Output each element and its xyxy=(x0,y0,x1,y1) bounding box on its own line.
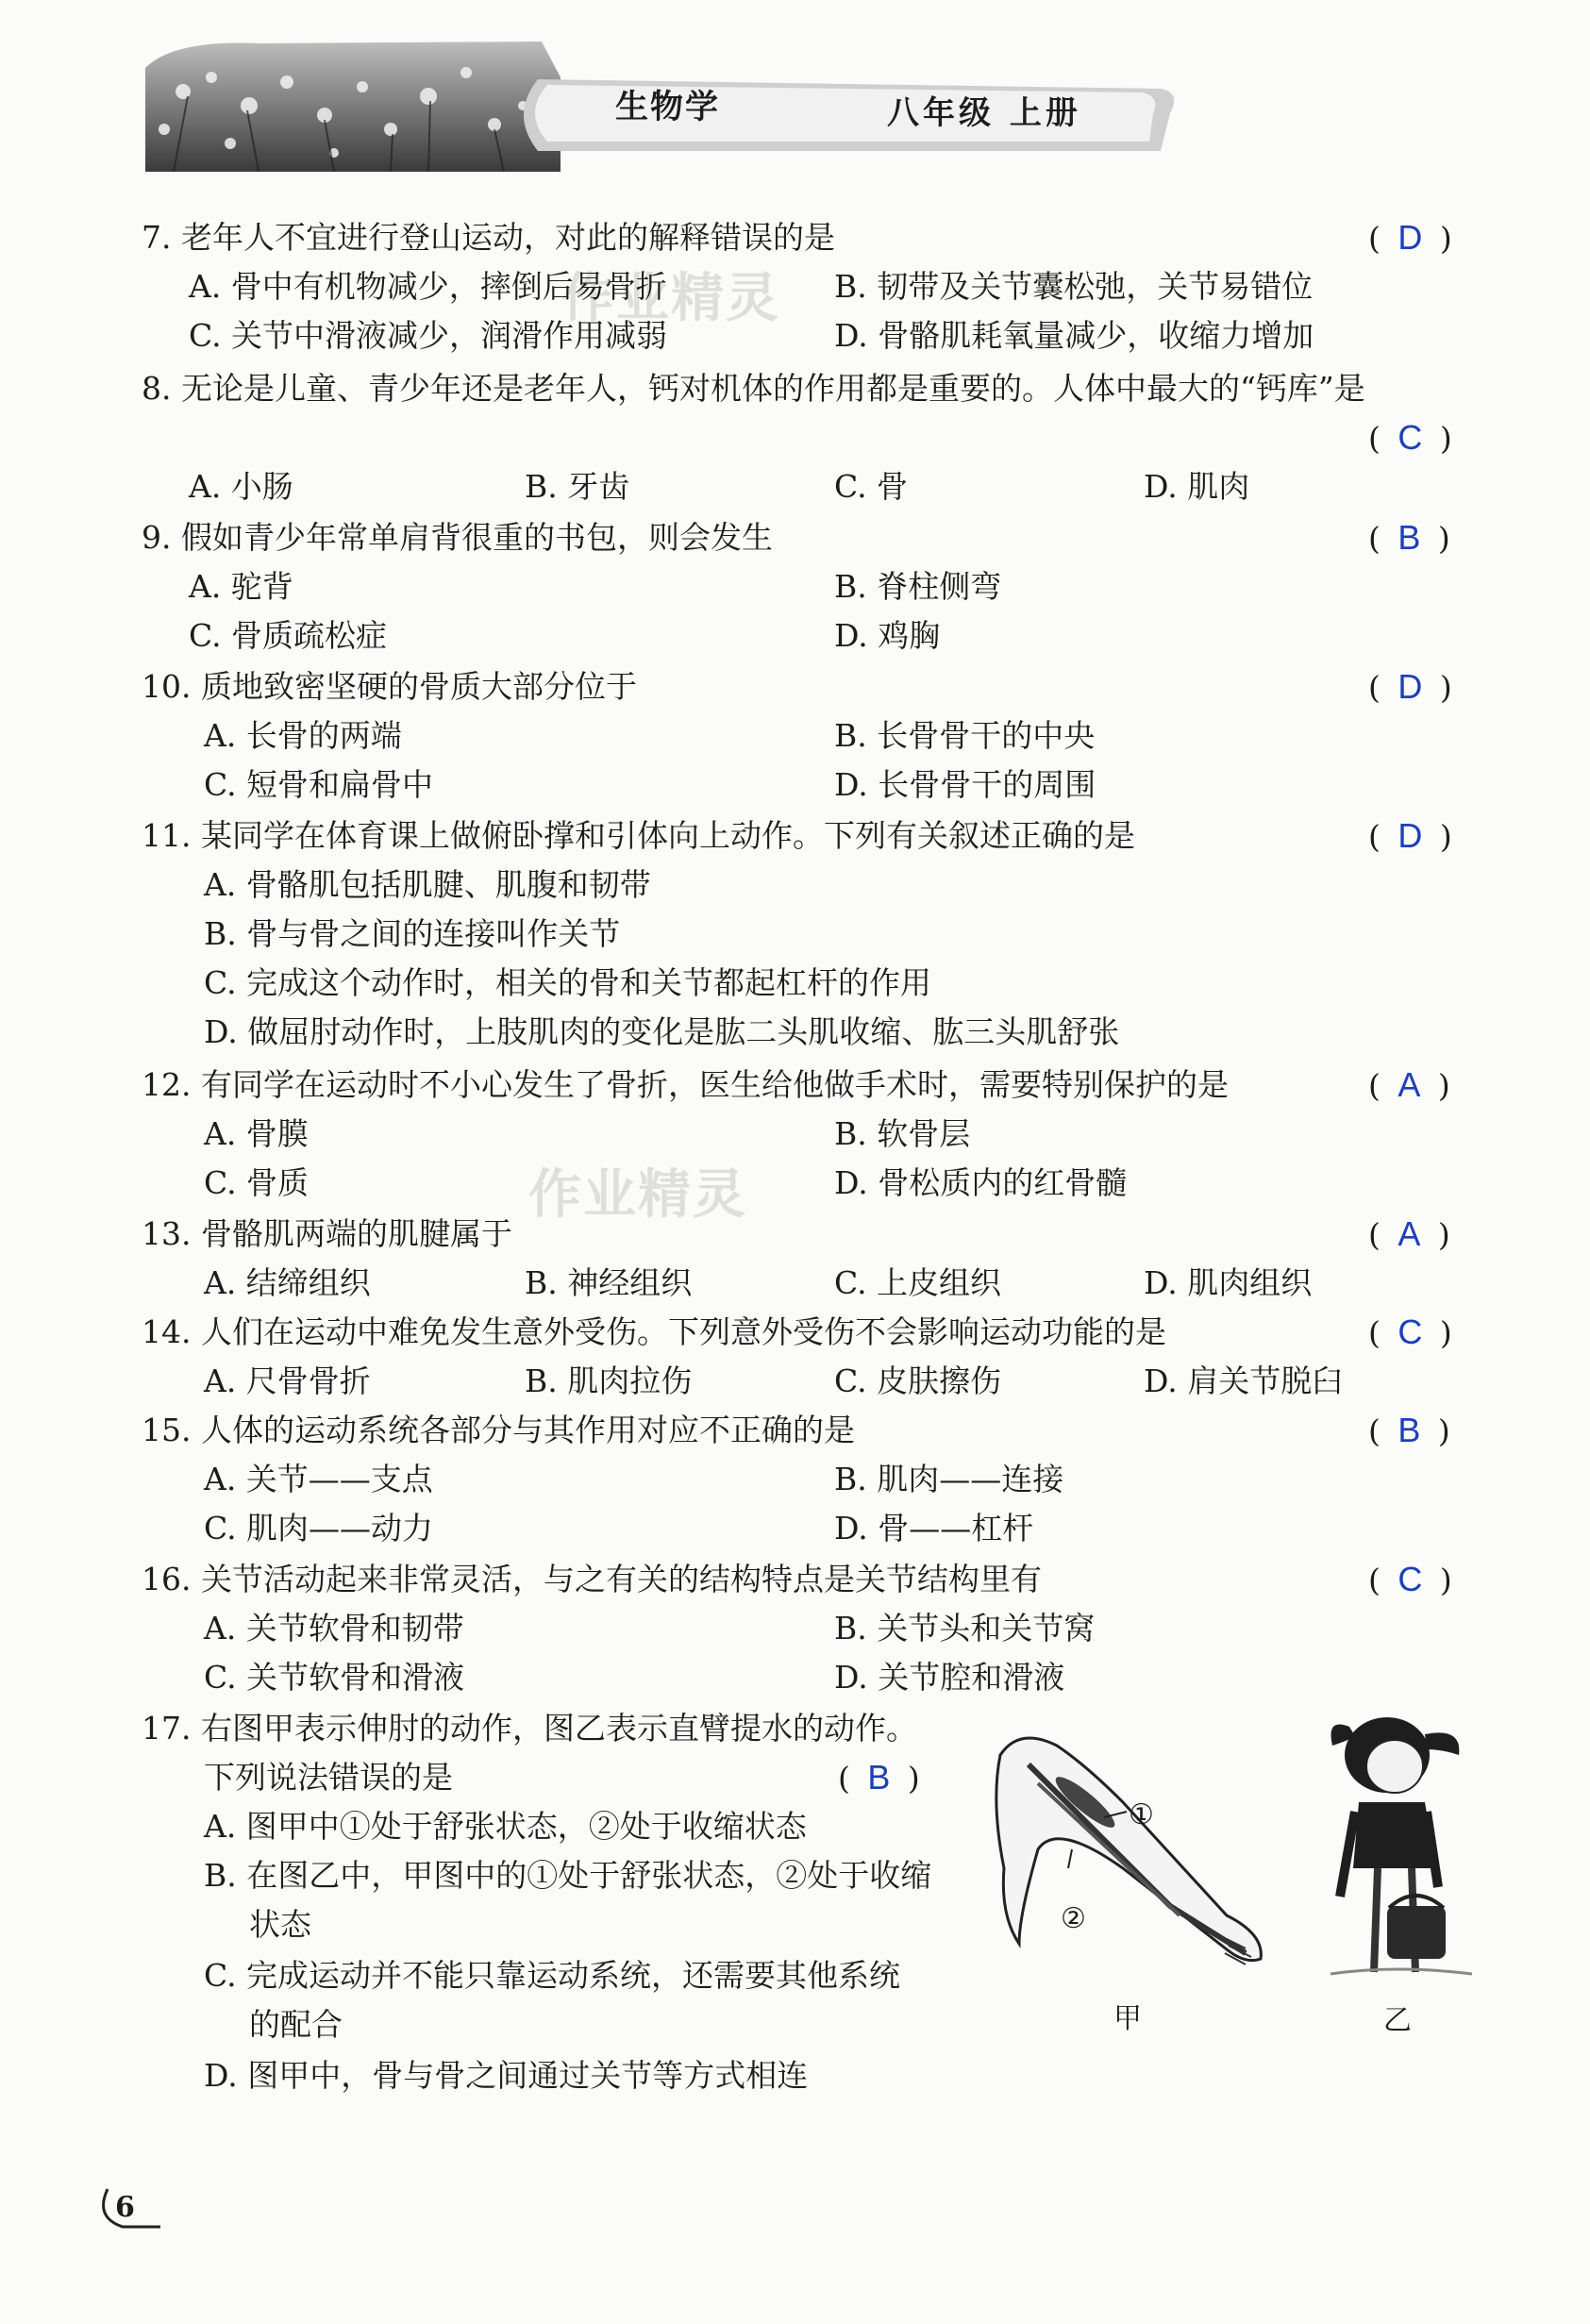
option: B. 脊柱侧弯 xyxy=(834,568,1002,605)
option: B. 长骨骨干的中央 xyxy=(834,717,1096,754)
caption-yi: 乙 xyxy=(1383,2004,1412,2037)
option: A. 驼背 xyxy=(189,568,293,605)
option: A. 图甲中①处于舒张状态，②处于收缩状态 xyxy=(204,1808,807,1845)
option: A. 关节——支点 xyxy=(204,1461,433,1497)
answer-letter: C xyxy=(1398,1312,1423,1351)
option: B. 韧带及关节囊松弛，关节易错位 xyxy=(834,268,1314,305)
option: C. 上皮组织 xyxy=(834,1264,1002,1301)
option: C. 完成运动并不能只靠运动系统，还需要其他系统 xyxy=(204,1957,901,1994)
option: D. 鸡胸 xyxy=(834,617,941,654)
option: D. 肌肉 xyxy=(1144,468,1250,505)
question-stem: 10. 质地致密坚硬的骨质大部分位于 xyxy=(142,668,637,705)
option: C. 骨 xyxy=(834,468,909,505)
question-stem: 16. 关节活动起来非常灵活，与之有关的结构特点是关节结构里有 xyxy=(142,1561,1042,1597)
question-stem-line2: 下列说法错误的是 xyxy=(204,1759,453,1796)
option: C. 骨质 xyxy=(204,1164,310,1201)
question-stem: 8. 无论是儿童、青少年还是老年人，钙对机体的作用都是重要的。人体中最大的“钙库”是 xyxy=(142,370,1365,407)
option: D. 关节腔和滑液 xyxy=(834,1659,1065,1696)
header-grade: 八年级 上册 xyxy=(887,94,1081,132)
option: C. 关节软骨和滑液 xyxy=(204,1659,465,1696)
question-stem: 7. 老年人不宜进行登山运动，对此的解释错误的是 xyxy=(142,219,835,256)
answer-blank: ( D ) xyxy=(1368,218,1452,257)
answer-letter: C xyxy=(1398,418,1423,457)
option: B. 软骨层 xyxy=(834,1115,971,1152)
answer-letter: C xyxy=(1398,1560,1423,1598)
answer-blank: ( C ) xyxy=(1368,1560,1452,1598)
option: B. 骨与骨之间的连接叫作关节 xyxy=(204,915,621,952)
answer-letter: B xyxy=(1398,1411,1421,1449)
question-stem: 17. 右图甲表示伸肘的动作，图乙表示直臂提水的动作。 xyxy=(142,1710,917,1747)
question-stem: 11. 某同学在体育课上做俯卧撑和引体向上动作。下列有关叙述正确的是 xyxy=(142,817,1135,854)
answer-blank: ( A ) xyxy=(1368,1065,1450,1104)
question-stem: 14. 人们在运动中难免发生意外受伤。下列意外受伤不会影响运动功能的是 xyxy=(142,1313,1166,1350)
answer-blank: ( B ) xyxy=(1368,1411,1450,1449)
option: C. 完成这个动作时，相关的骨和关节都起杠杆的作用 xyxy=(204,964,932,1001)
option: C. 关节中滑液减少，润滑作用减弱 xyxy=(189,317,668,354)
answer-blank: ( D ) xyxy=(1368,667,1452,706)
option: B. 牙齿 xyxy=(525,468,630,505)
option: C. 皮肤擦伤 xyxy=(834,1363,1002,1399)
answer-letter: A xyxy=(1398,1214,1421,1253)
answer-blank: ( C ) xyxy=(1368,1312,1452,1351)
answer-blank: ( B ) xyxy=(838,1758,920,1797)
option: B. 在图乙中，甲图中的①处于舒张状态，②处于收缩 xyxy=(204,1857,932,1894)
answer-letter: B xyxy=(1398,518,1421,557)
option: A. 长骨的两端 xyxy=(204,717,402,754)
answer-letter: A xyxy=(1398,1065,1421,1104)
option: A. 结缔组织 xyxy=(204,1264,371,1301)
label-2: ② xyxy=(1061,1902,1086,1935)
option: B. 关节头和关节窝 xyxy=(834,1610,1096,1647)
answer-letter: D xyxy=(1398,667,1423,706)
question-stem: 13. 骨骼肌两端的肌腱属于 xyxy=(142,1215,512,1252)
girl-lifting-bucket-image xyxy=(1321,1708,1481,1981)
answer-blank: ( A ) xyxy=(1368,1214,1450,1253)
option: B. 神经组织 xyxy=(525,1264,693,1301)
question-stem: 12. 有同学在运动时不小心发生了骨折，医生给他做手术时，需要特别保护的是 xyxy=(142,1066,1229,1103)
caption-jia: 甲 xyxy=(1113,2002,1142,2035)
option: D. 骨骼肌耗氧量减少，收缩力增加 xyxy=(834,317,1314,354)
answer-letter: B xyxy=(867,1758,891,1797)
page-number: 6 xyxy=(115,2191,135,2224)
option: B. 肌肉——连接 xyxy=(834,1461,1064,1497)
option: A. 骨膜 xyxy=(204,1115,309,1152)
arm-diagram xyxy=(981,1727,1293,1981)
answer-letter: D xyxy=(1398,816,1423,855)
option: D. 肌肉组织 xyxy=(1144,1264,1313,1301)
option: A. 关节软骨和韧带 xyxy=(204,1610,464,1647)
option: D. 做屈肘动作时，上肢肌肉的变化是肱二头肌收缩、肱三头肌舒张 xyxy=(204,1013,1120,1050)
question-stem: 15. 人体的运动系统各部分与其作用对应不正确的是 xyxy=(142,1412,855,1448)
option: D. 图甲中，骨与骨之间通过关节等方式相连 xyxy=(204,2057,809,2094)
header-subject: 生物学 xyxy=(615,88,721,126)
option: C. 肌肉——动力 xyxy=(204,1510,434,1547)
option: A. 骨骼肌包括肌腱、肌腹和韧带 xyxy=(204,866,651,903)
option: D. 骨——杠杆 xyxy=(834,1510,1034,1547)
answer-blank: ( D ) xyxy=(1368,816,1452,855)
option-continued: 的配合 xyxy=(249,2006,343,2043)
header-flower-photo xyxy=(145,40,561,172)
option: D. 长骨骨干的周围 xyxy=(834,766,1096,803)
label-1: ① xyxy=(1129,1798,1154,1831)
watermark: 作业精灵 xyxy=(561,268,780,329)
option: A. 小肠 xyxy=(189,468,293,505)
answer-letter: D xyxy=(1398,218,1423,257)
option: D. 肩关节脱臼 xyxy=(1144,1363,1344,1399)
header-band xyxy=(510,75,1189,157)
option: D. 骨松质内的红骨髓 xyxy=(834,1164,1128,1201)
watermark: 作业精灵 xyxy=(528,1164,747,1226)
answer-blank: ( B ) xyxy=(1368,518,1450,557)
option: A. 骨中有机物减少，摔倒后易骨折 xyxy=(189,268,667,305)
option: C. 短骨和扁骨中 xyxy=(204,766,434,803)
option-continued: 状态 xyxy=(249,1906,311,1943)
option: B. 肌肉拉伤 xyxy=(525,1363,693,1399)
question-stem: 9. 假如青少年常单肩背很重的书包，则会发生 xyxy=(142,519,773,556)
option: A. 尺骨骨折 xyxy=(204,1363,371,1399)
answer-blank: ( C ) xyxy=(1368,418,1452,457)
option: C. 骨质疏松症 xyxy=(189,617,388,654)
